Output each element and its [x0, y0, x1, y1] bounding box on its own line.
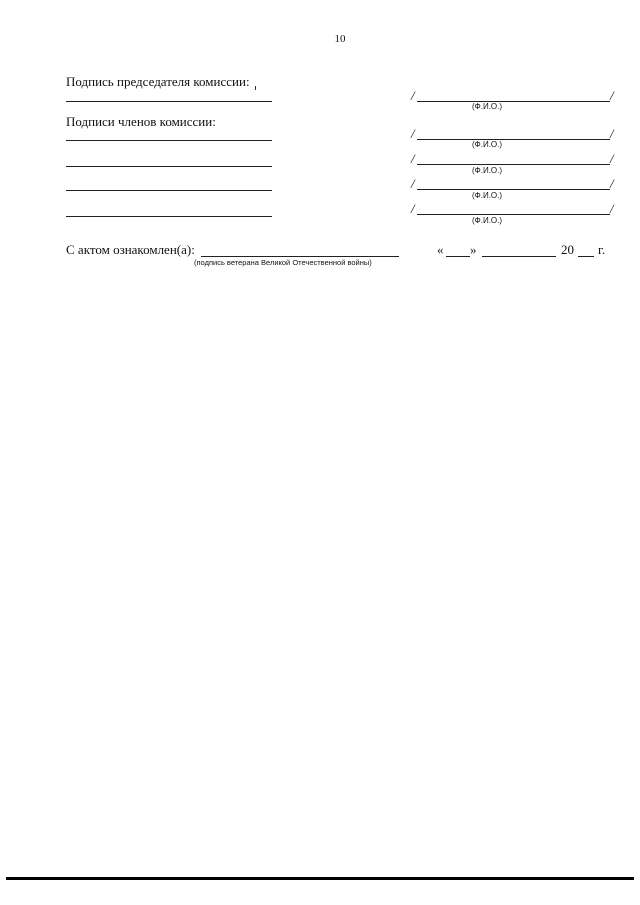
member-fio-caption-4: (Ф.И.О.): [471, 216, 503, 225]
date-close-quote: »: [470, 242, 477, 257]
date-year-prefix: 20: [561, 242, 574, 257]
member-fio-slash-right-1: /: [610, 126, 614, 141]
member-fio-slash-left-4: /: [411, 201, 415, 216]
member-fio-caption-1: (Ф.И.О.): [471, 140, 503, 149]
member-fio-slash-right-3: /: [610, 176, 614, 191]
date-open-quote: «: [437, 242, 444, 257]
acknowledgement-label: С актом ознакомлен(а):: [66, 242, 195, 257]
scan-tick-mark: [255, 86, 256, 90]
member-fio-line-2[interactable]: [417, 164, 610, 165]
member-fio-slash-left-2: /: [411, 151, 415, 166]
member-fio-caption-3: (Ф.И.О.): [471, 191, 503, 200]
member-fio-slash-left-1: /: [411, 126, 415, 141]
date-year-line[interactable]: [578, 256, 594, 257]
chairman-fio-slash-left: /: [411, 88, 415, 103]
veteran-signature-caption: (подпись ветерана Великой Отечественной войны): [194, 258, 372, 267]
chairman-fio-slash-right: /: [610, 88, 614, 103]
member-signature-line-1[interactable]: [66, 140, 272, 141]
member-signature-line-2[interactable]: [66, 166, 272, 167]
date-year-suffix: г.: [598, 242, 606, 257]
member-signature-line-3[interactable]: [66, 190, 272, 191]
member-fio-slash-right-4: /: [610, 201, 614, 216]
bottom-rule: [6, 877, 634, 880]
chairman-signature-line[interactable]: [66, 101, 272, 102]
member-fio-line-3[interactable]: [417, 189, 610, 190]
veteran-signature-line[interactable]: [201, 256, 399, 257]
member-fio-slash-right-2: /: [610, 151, 614, 166]
members-signature-label: Подписи членов комиссии:: [66, 114, 216, 129]
member-fio-caption-2: (Ф.И.О.): [471, 166, 503, 175]
member-signature-line-4[interactable]: [66, 216, 272, 217]
chairman-signature-label: Подпись председателя комиссии:: [66, 74, 250, 89]
chairman-fio-caption: (Ф.И.О.): [471, 102, 503, 111]
member-fio-line-4[interactable]: [417, 214, 610, 215]
date-month-line[interactable]: [482, 256, 556, 257]
member-fio-slash-left-3: /: [411, 176, 415, 191]
date-day-line[interactable]: [446, 256, 470, 257]
page-number: 10: [334, 33, 346, 45]
